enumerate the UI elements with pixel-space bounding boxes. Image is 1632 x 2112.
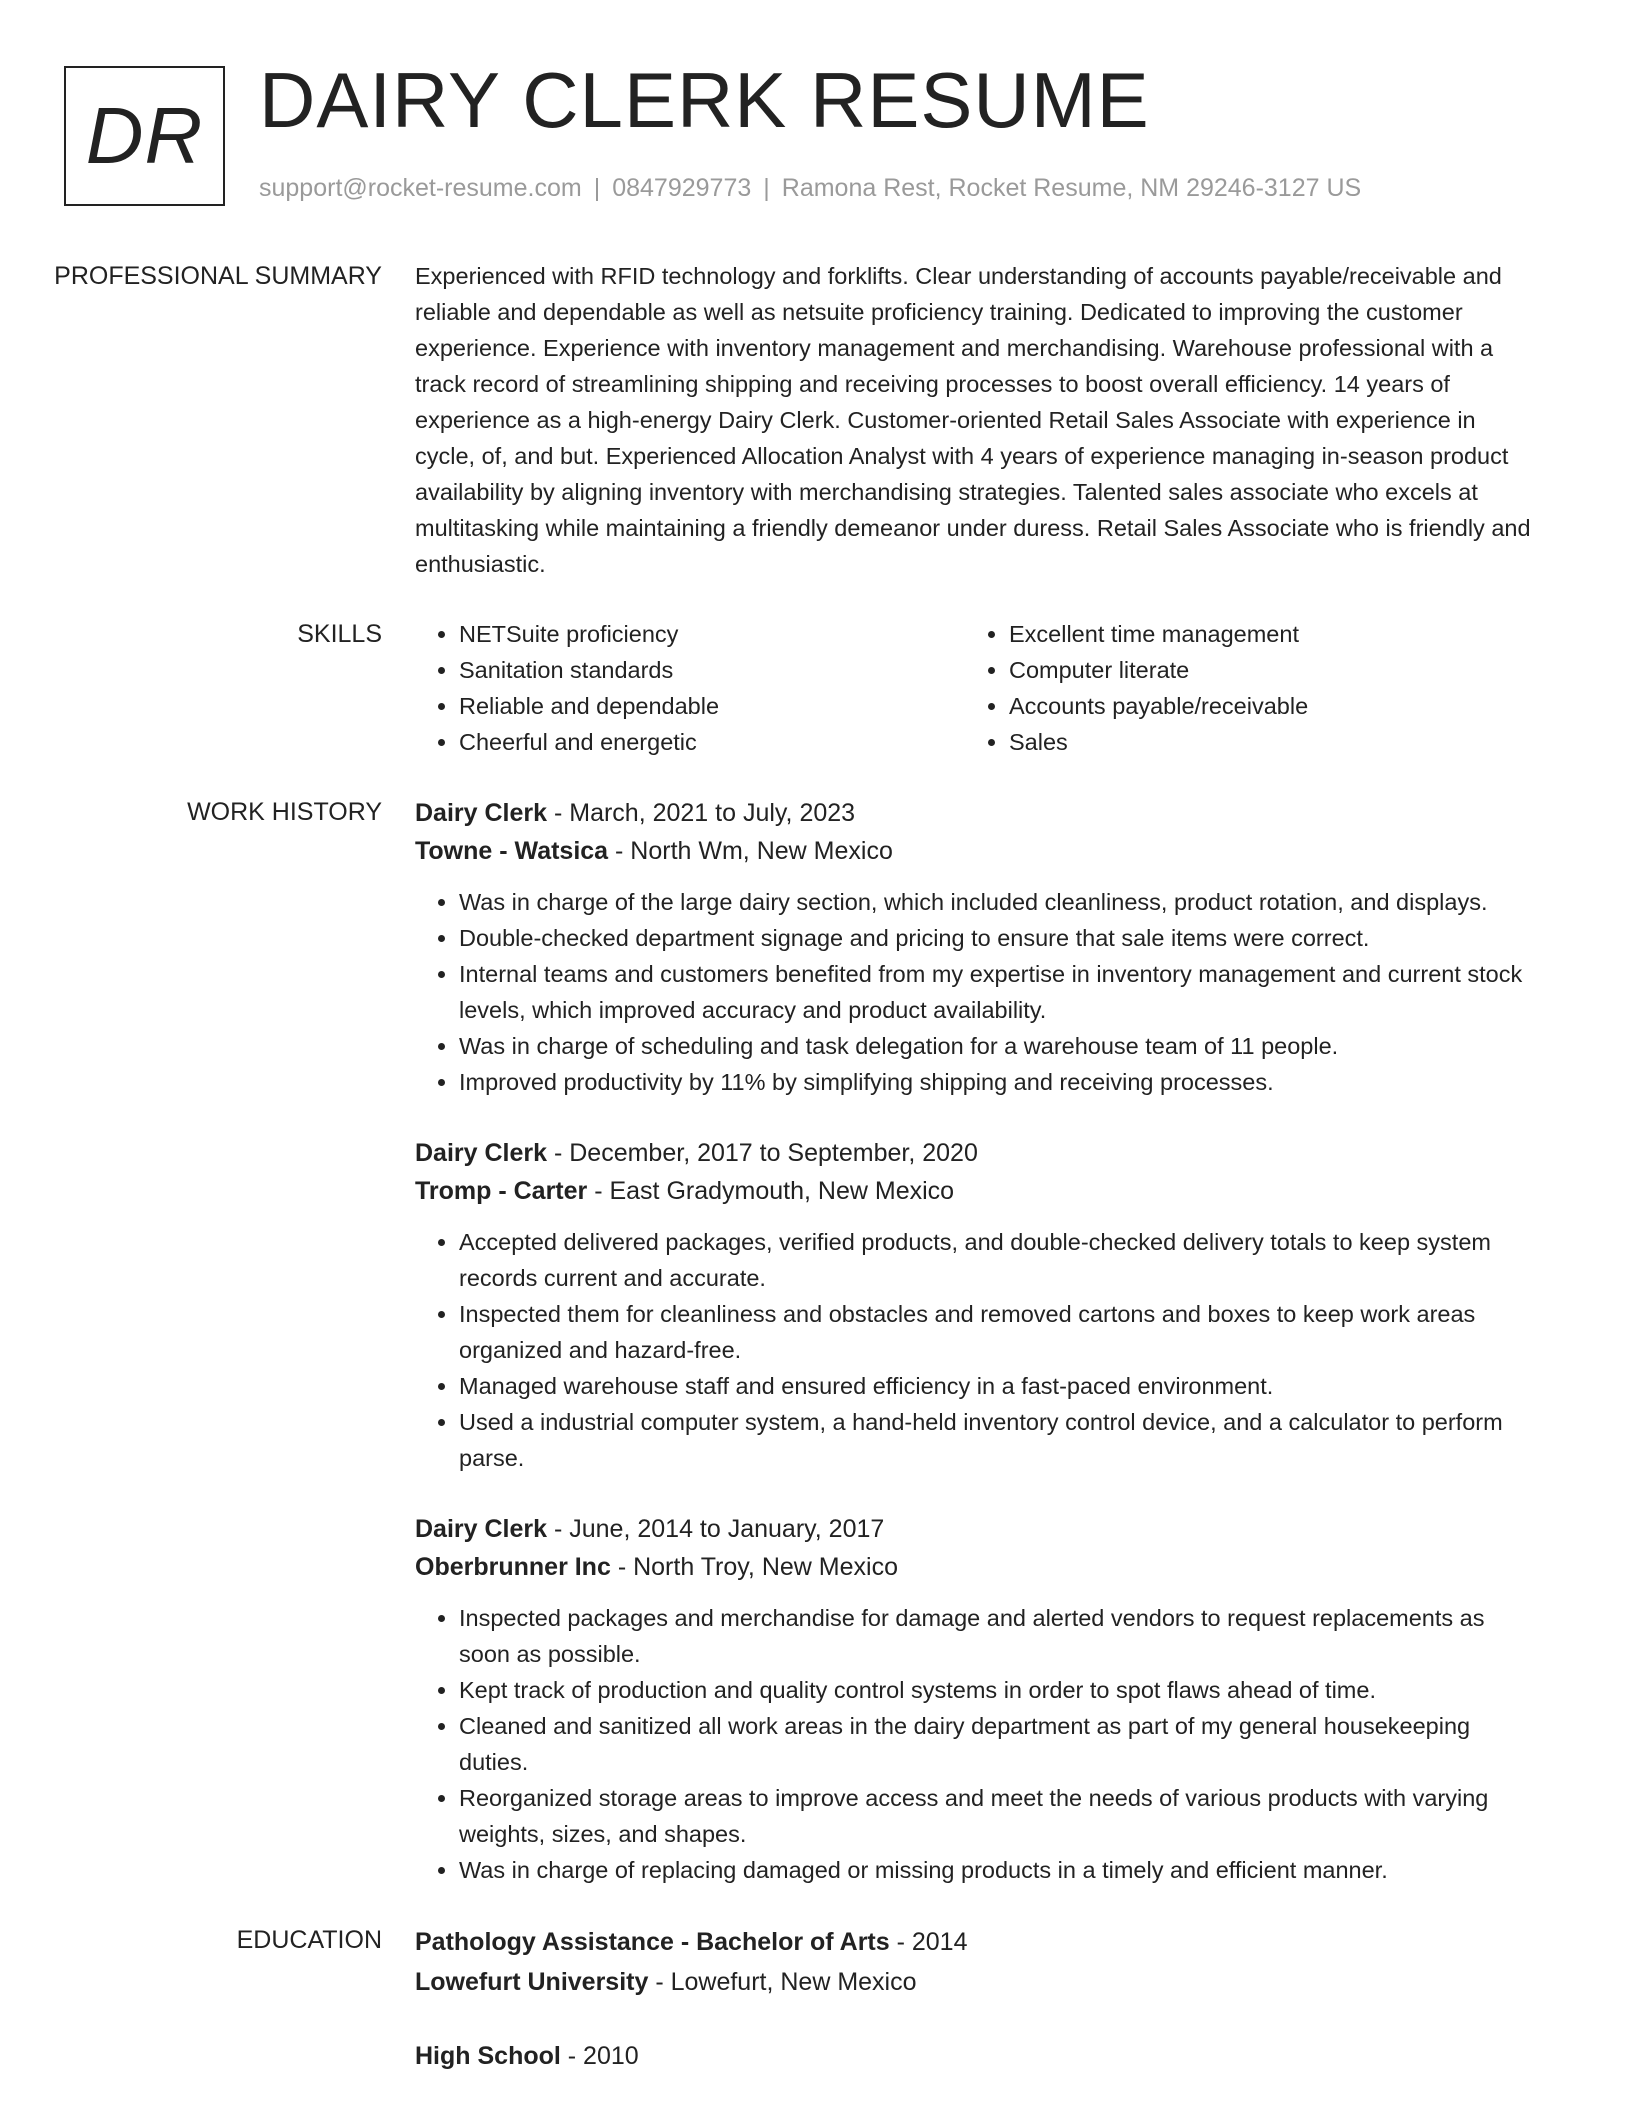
skill-item: • NETSuite proficiency	[459, 616, 965, 652]
job-title-line	[415, 1510, 1535, 1548]
job-title: Dairy Clerk	[415, 1139, 548, 1167]
job-bullet: • Was in charge of the large dairy section, which included cleanliness, product rotation, and displays.	[459, 884, 1535, 920]
job-bullet: • Inspected them for cleanliness and obstacles and removed cartons and boxes to keep work areas organized and hazard-free.	[459, 1296, 1535, 1368]
skill-item: • Accounts payable/receivable	[1009, 688, 1515, 724]
job-bullet: • Was in charge of scheduling and task delegation for a warehouse team of 11 people.	[459, 1028, 1535, 1064]
job-company: Oberbrunner Inc	[415, 1553, 611, 1581]
skills-list-left	[415, 616, 965, 760]
job-dates: - December, 2017 to September, 2020	[547, 1139, 978, 1167]
skill-item: • Sanitation standards	[459, 652, 965, 688]
resume-body	[0, 258, 1632, 2110]
education-degree-line	[415, 1922, 1535, 1962]
job-location: - North Troy, New Mexico	[610, 1553, 898, 1581]
job-company: Tromp - Carter	[415, 1177, 588, 1205]
job-company: Towne - Watsica	[415, 837, 609, 865]
job-title: Dairy Clerk	[415, 1515, 548, 1543]
section-heading-work: WORK HISTORY	[187, 798, 382, 826]
job-company-line	[415, 1172, 1535, 1210]
job-bullet: • Internal teams and customers benefited from my expertise in inventory management and current stock levels, which improved accuracy and product availability.	[459, 956, 1535, 1028]
skill-item: • Cheerful and energetic	[459, 724, 965, 760]
job-bullet: • Was in charge of replacing damaged or missing products in a timely and efficient manner.	[459, 1852, 1535, 1888]
work-history-section	[0, 794, 1632, 1922]
skill-item: • Reliable and dependable	[459, 688, 965, 724]
job-bullets	[415, 884, 1535, 1100]
job-bullet: • Improved productivity by 11% by simplifying shipping and receiving processes.	[459, 1064, 1535, 1100]
summary-section	[0, 258, 1632, 582]
contact-line	[259, 174, 1361, 203]
section-heading-summary: PROFESSIONAL SUMMARY	[54, 262, 382, 290]
job-bullets	[415, 1600, 1535, 1888]
job-title-line	[415, 1134, 1535, 1172]
job-bullet: • Double-checked department signage and pricing to ensure that sale items were correct.	[459, 920, 1535, 956]
job-bullet: • Reorganized storage areas to improve access and meet the needs of various products with varying weights, sizes, and shapes.	[459, 1780, 1535, 1852]
job-bullet: • Accepted delivered packages, verified products, and double-checked delivery totals to keep system records current and accurate.	[459, 1224, 1535, 1296]
job-entry	[415, 1134, 1535, 1476]
job-location: - East Gradymouth, New Mexico	[587, 1177, 955, 1205]
job-bullets	[415, 1224, 1535, 1476]
skills-section	[0, 616, 1632, 760]
job-bullet: • Inspected packages and merchandise for damage and alerted vendors to request replacements as soon as possible.	[459, 1600, 1535, 1672]
skill-item: • Excellent time management	[1009, 616, 1515, 652]
job-dates: - March, 2021 to July, 2023	[547, 799, 856, 827]
education-degree: High School	[415, 2042, 561, 2070]
education-location: - Lowefurt, New Mexico	[648, 1968, 917, 1996]
education-school: Lowefurt University	[415, 1968, 649, 1996]
skills-list-right	[965, 616, 1515, 760]
skill-item: • Computer literate	[1009, 652, 1515, 688]
job-company-line	[415, 1548, 1535, 1586]
job-bullet: • Kept track of production and quality control systems in order to spot flaws ahead of time.	[459, 1672, 1535, 1708]
education-year: - 2014	[889, 1928, 968, 1956]
skill-item: • Sales	[1009, 724, 1515, 760]
job-entry	[415, 794, 1535, 1100]
education-year: - 2010	[560, 2042, 639, 2070]
job-company-line	[415, 832, 1535, 870]
education-school-line	[415, 1962, 1535, 2002]
education-entry	[415, 1922, 1535, 2002]
job-bullet: • Cleaned and sanitized all work areas in the dairy department as part of my general housekeeping duties.	[459, 1708, 1535, 1780]
job-title-line	[415, 794, 1535, 832]
section-heading-education: EDUCATION	[236, 1926, 382, 1954]
contact-separator: |	[763, 174, 770, 202]
job-bullet: • Managed warehouse staff and ensured efficiency in a fast-paced environment.	[459, 1368, 1535, 1404]
job-location: - North Wm, New Mexico	[608, 837, 893, 865]
contact-address: Ramona Rest, Rocket Resume, NM 29246-3127 US	[781, 174, 1362, 202]
job-title: Dairy Clerk	[415, 799, 548, 827]
monogram-initials: DR	[85, 91, 204, 180]
education-degree: Pathology Assistance - Bachelor of Arts	[415, 1928, 890, 1956]
monogram-badge	[64, 66, 225, 206]
education-degree-line	[415, 2036, 1535, 2076]
education-entry	[415, 2036, 1535, 2076]
education-section	[0, 1922, 1632, 2110]
contact-separator: |	[593, 174, 601, 202]
job-dates: - June, 2014 to January, 2017	[547, 1515, 885, 1543]
contact-email[interactable]: support@rocket-resume.com	[259, 174, 582, 202]
resume-title: DAIRY CLERK RESUME	[259, 56, 1150, 144]
section-heading-skills: SKILLS	[297, 620, 382, 648]
job-entry	[415, 1510, 1535, 1888]
job-bullet: • Used a industrial computer system, a hand-held inventory control device, and a calculator to perform parse.	[459, 1404, 1535, 1476]
summary-text: Experienced with RFID technology and forklifts. Clear understanding of accounts payable/receivable and reliable and dependable as well as netsuite proficiency training. Dedicated to improving the customer experience. Experience with inventory management and merchandising. Warehouse professional with a track record of streamlining shipping and receiving processes to boost overall efficiency. 14 years of experience as a high-energy Dairy Clerk. Customer-oriented Retail Sales Associate with experience in cycle, of, and but. Experienced Allocation Analyst with 4 years of experience managing in-season product availability by aligning inventory with merchandising strategies. Talented sales associate who excels at multitasking while maintaining a friendly demeanor under duress. Retail Sales Associate who is friendly and enthusiastic.	[415, 263, 1531, 577]
contact-phone[interactable]: 0847929773	[612, 174, 752, 202]
